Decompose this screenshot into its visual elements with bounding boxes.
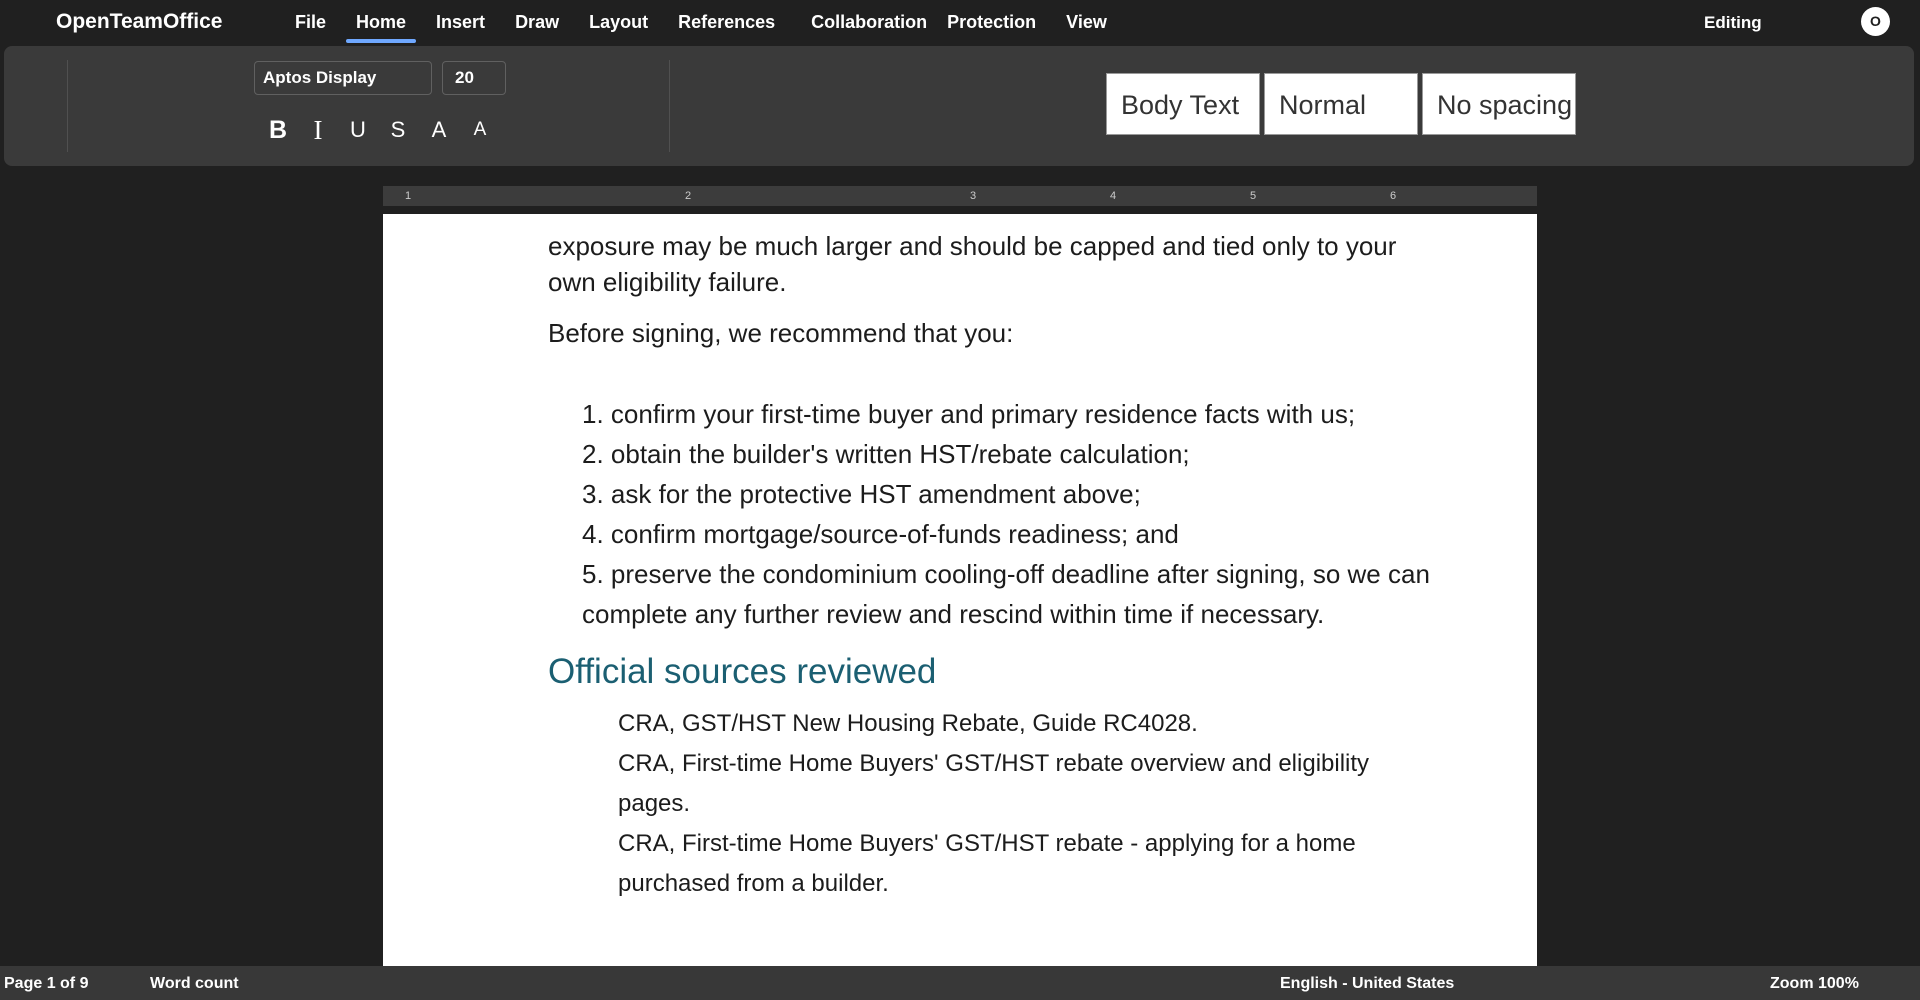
source-line: pages. bbox=[618, 790, 691, 817]
menu-bar bbox=[285, 0, 1127, 44]
source-line: CRA, First-time Home Buyers' GST/HST rebate overview and eligibility bbox=[618, 750, 1370, 777]
underline-button[interactable]: U bbox=[350, 117, 366, 142]
section-heading: Official sources reviewed bbox=[548, 652, 937, 691]
zoom-button[interactable]: Zoom 100% bbox=[1770, 975, 1859, 992]
editing-mode-button[interactable]: Editing bbox=[1704, 13, 1762, 32]
source-line: CRA, First-time Home Buyers' GST/HST rebate - applying for a home bbox=[618, 830, 1356, 857]
ribbon-divider bbox=[67, 60, 68, 152]
style-normal[interactable]: Normal bbox=[1264, 73, 1418, 135]
menu-collaboration[interactable]: Collaboration bbox=[811, 12, 928, 32]
menu-view[interactable]: View bbox=[1066, 12, 1107, 32]
menu-home[interactable]: Home bbox=[346, 0, 416, 44]
style-body-text[interactable]: Body Text bbox=[1106, 73, 1260, 135]
ruler-mark: 1 bbox=[405, 190, 412, 202]
paragraph-line: own eligibility failure. bbox=[548, 267, 787, 297]
menu-file[interactable]: File bbox=[295, 12, 327, 32]
shrink-font-button[interactable]: A bbox=[473, 119, 487, 140]
top-bar bbox=[0, 0, 1920, 44]
ruler-mark: 3 bbox=[970, 190, 977, 202]
list-item: complete any further review and rescind within time if necessary. bbox=[582, 599, 1325, 629]
ruler-mark: 6 bbox=[1390, 190, 1397, 202]
status-bar bbox=[0, 966, 1920, 1000]
grow-font-button[interactable]: A bbox=[431, 117, 447, 142]
menu-references[interactable]: References bbox=[678, 12, 776, 32]
avatar[interactable]: O bbox=[1861, 7, 1890, 36]
sources-list bbox=[618, 704, 1438, 904]
document-page[interactable] bbox=[383, 214, 1537, 966]
recommendation-list bbox=[582, 394, 1462, 634]
language-button[interactable]: English - United States bbox=[1280, 975, 1455, 992]
style-no-spacing[interactable]: No spacing bbox=[1422, 73, 1576, 135]
menu-draw[interactable]: Draw bbox=[515, 12, 560, 32]
ruler[interactable] bbox=[383, 186, 1537, 206]
bold-button[interactable]: B bbox=[268, 116, 288, 144]
list-item: 2. obtain the builder's written HST/rebate calculation; bbox=[582, 439, 1190, 469]
source-line: CRA, GST/HST New Housing Rebate, Guide RC4028. bbox=[618, 710, 1198, 737]
list-item: 4. confirm mortgage/source-of-funds readiness; and bbox=[582, 519, 1179, 549]
ruler-mark: 4 bbox=[1110, 190, 1117, 202]
ribbon-toolbar bbox=[4, 46, 1914, 166]
list-item: 3. ask for the protective HST amendment above; bbox=[582, 479, 1141, 509]
ruler-mark: 2 bbox=[685, 190, 692, 202]
ruler-mark: 5 bbox=[1250, 190, 1257, 202]
italic-button[interactable]: I bbox=[313, 115, 323, 145]
list-item: 1. confirm your first-time buyer and primary residence facts with us; bbox=[582, 399, 1356, 429]
app-title: OpenTeamOffice bbox=[56, 10, 223, 33]
source-line: purchased from a builder. bbox=[618, 870, 889, 897]
menu-insert[interactable]: Insert bbox=[436, 12, 486, 32]
paragraph: Before signing, we recommend that you: bbox=[548, 318, 1014, 348]
ribbon-divider bbox=[669, 60, 670, 152]
menu-protection[interactable]: Protection bbox=[947, 12, 1037, 32]
font-size-select[interactable]: 20 bbox=[442, 61, 506, 95]
font-name-select[interactable]: Aptos Display bbox=[254, 61, 432, 95]
page-indicator[interactable]: Page 1 of 9 bbox=[4, 975, 89, 992]
paragraph-line: exposure may be much larger and should be capped and tied only to your bbox=[548, 231, 1397, 261]
word-count-button[interactable]: Word count bbox=[150, 975, 239, 992]
menu-layout[interactable]: Layout bbox=[589, 12, 649, 32]
list-item: 5. preserve the condominium cooling-off deadline after signing, so we can bbox=[582, 559, 1430, 589]
strikethrough-button[interactable]: S bbox=[390, 117, 406, 142]
